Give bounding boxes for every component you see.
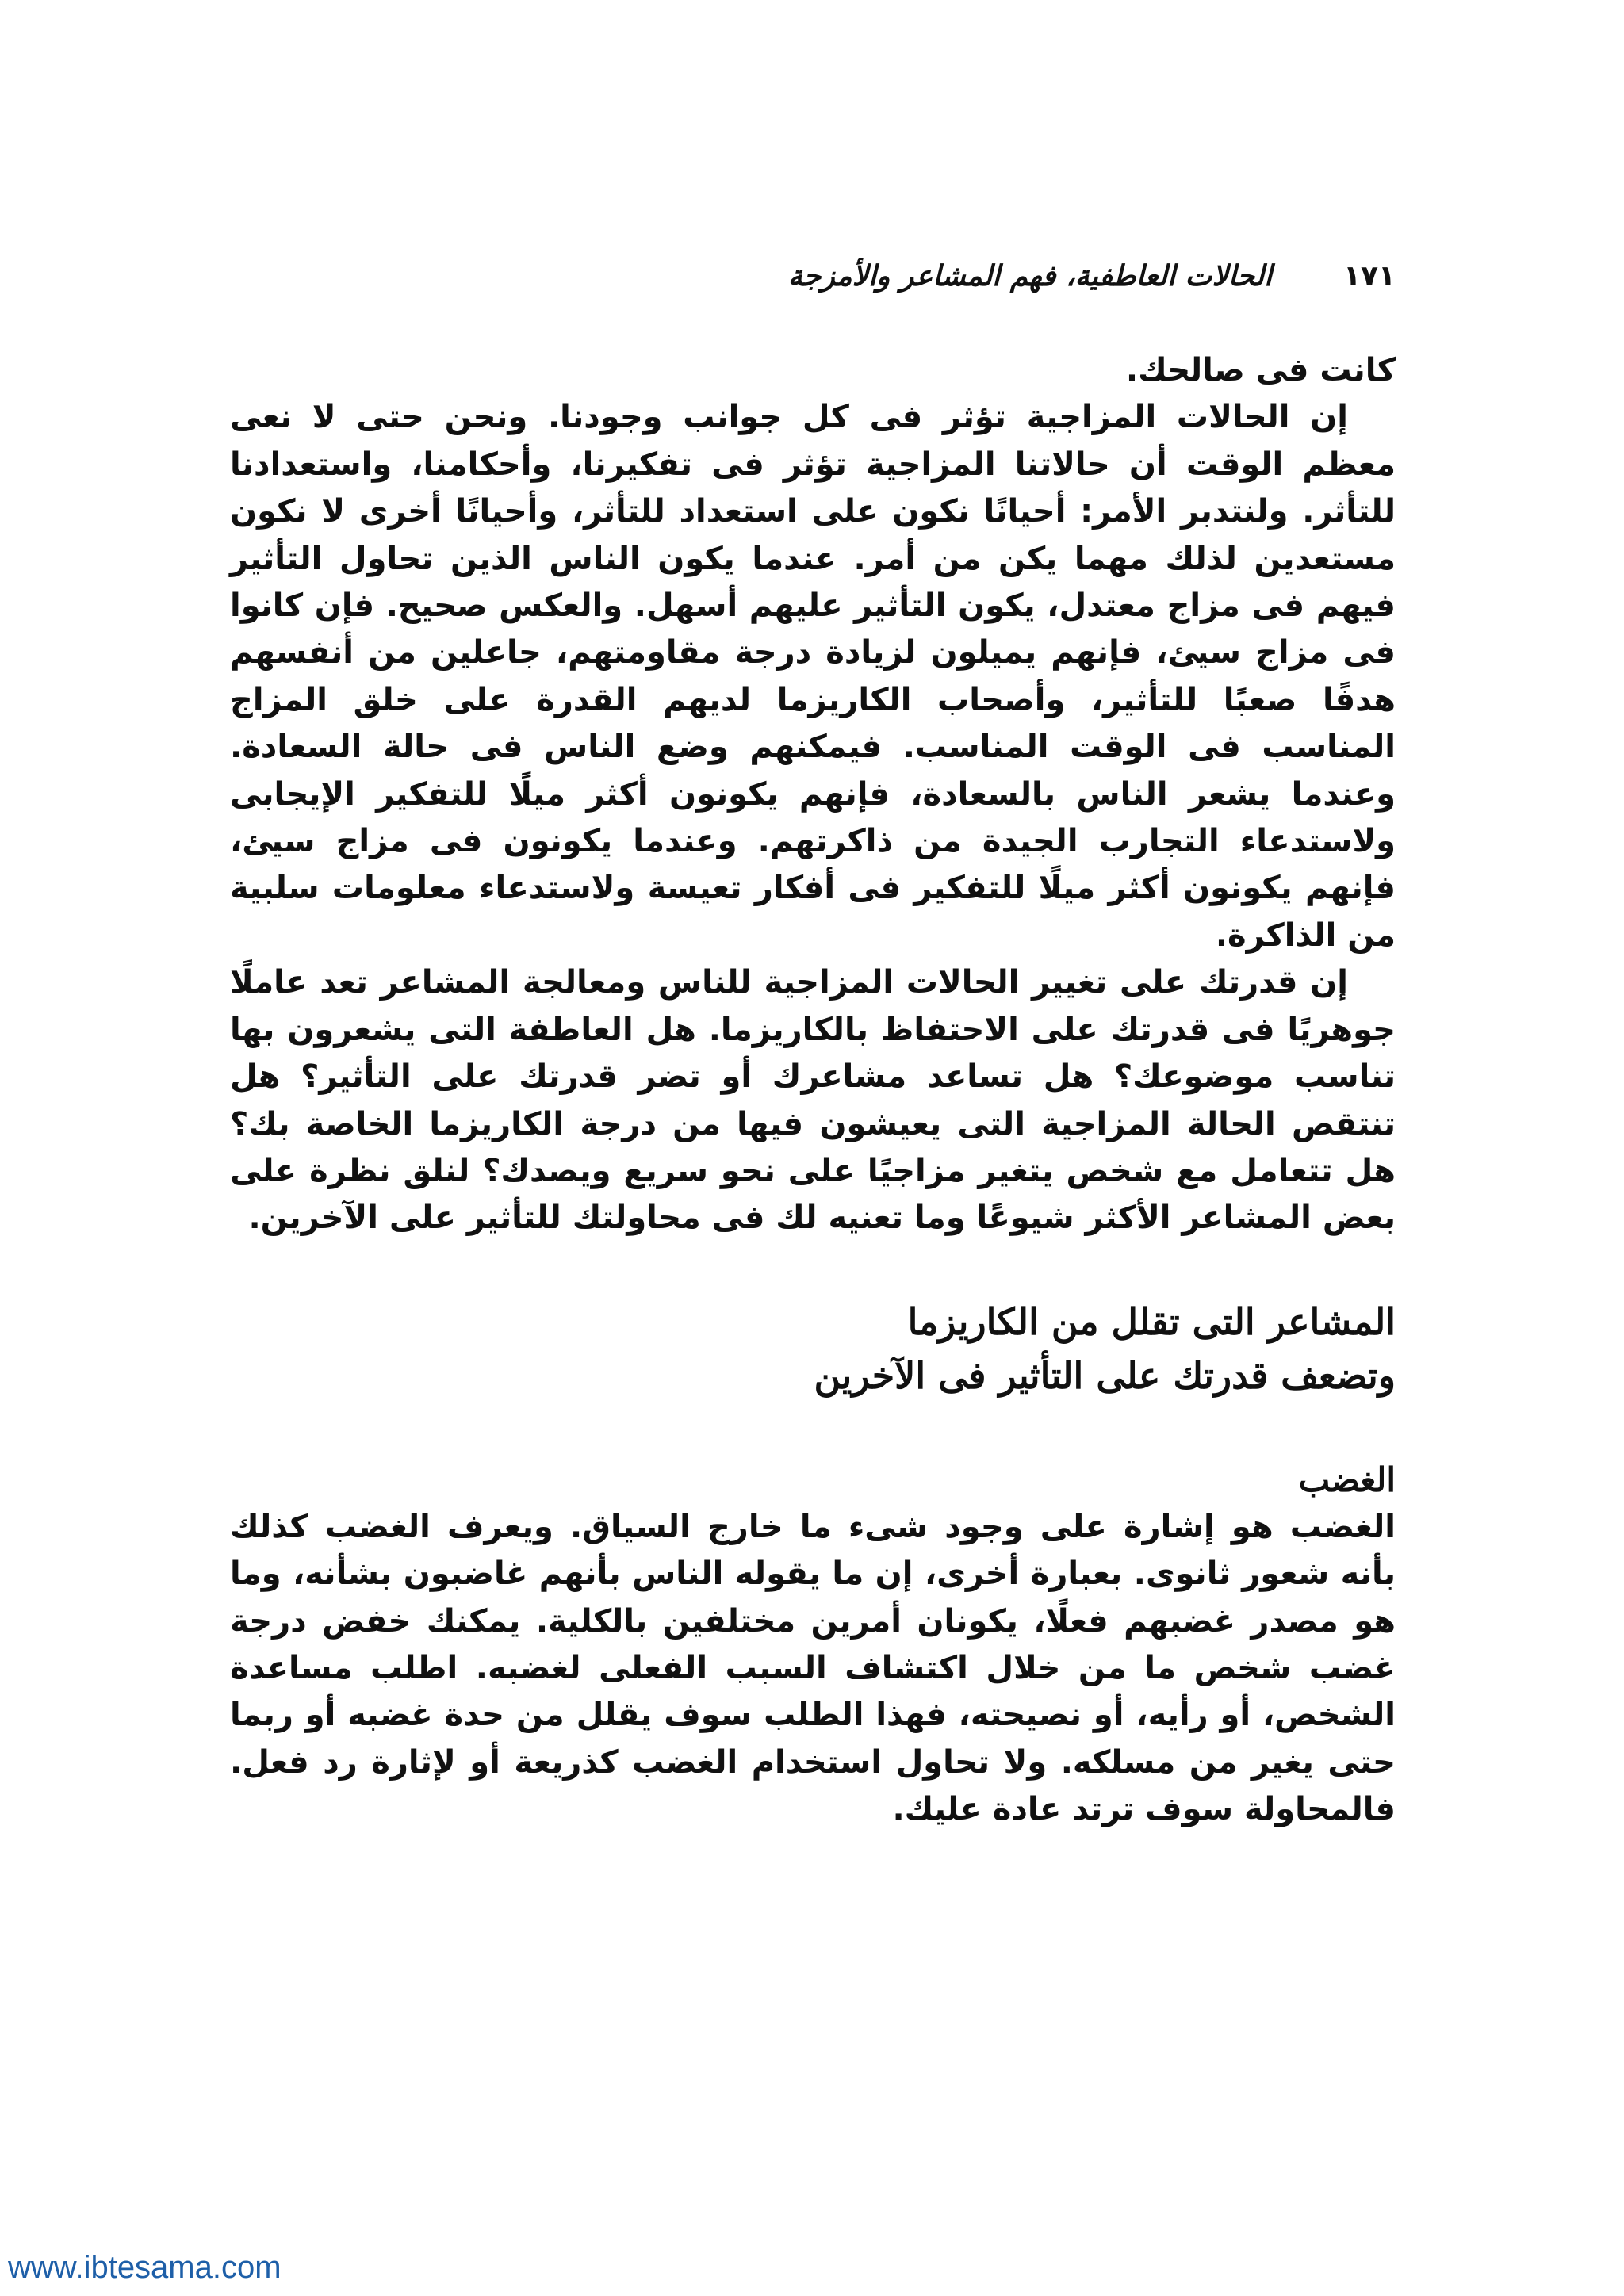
section-heading-line: وتضعف قدرتك على التأثير فى الآخرين: [814, 1353, 1396, 1397]
section-heading: [230, 1295, 1396, 1402]
page-body: [230, 347, 1396, 1834]
paragraph: إن قدرتك على تغيير الحالات المزاجية للناس ومعالجة المشاعر تعد عاملًا جوهريًا فى قدرتك على الاحتفاظ بالكاريزما. هل العاطفة التى يشعرون بها تناسب موضوعك؟ هل تساعد مشاعرك أو تضر قدرتك على التأثير؟ هل تنتقص الحالة المزاجية التى يعيشون فيها من درجة الكاريزما الخاصة بك؟ هل تتعامل مع شخص يتغير مزاجيًا على نحو سريع ويصدك؟ لنلق نظرة على بعض المشاعر الأكثر شيوعًا وما تعنيه لك فى محاولتك للتأثير على الآخرين.: [230, 964, 1396, 1237]
chapter-title: الحالات العاطفية، فهم المشاعر والأمزجة: [787, 259, 1273, 293]
running-header: [230, 252, 1396, 300]
section-heading-line: المشاعر التى تقلل من الكاريزما: [907, 1299, 1396, 1343]
paragraph: إن الحالات المزاجية تؤثر فى كل جوانب وجودنا. ونحن حتى لا نعى معظم الوقت أن حالاتنا المزاجية تؤثر فى تفكيرنا، وأحكامنا، واستعدادنا للتأثر. ولنتدبر الأمر: أحيانًا نكون على استعداد للتأثر، وأحيانًا أخرى لا نكون مستعدين لذلك مهما يكن من أمر. عندما يكون الناس الذين تحاول التأثير فيهم فى مزاج معتدل، يكون التأثير عليهم أسهل. والعكس صحيح. فإن كانوا فى مزاج سيئ، فإنهم يميلون لزيادة درجة مقاومتهم، جاعلين من أنفسهم هدفًا صعبًا للتأثير، وأصحاب الكاريزما لديهم القدرة على خلق المزاج المناسب فى الوقت المناسب. فيمكنهم وضع الناس فى حالة السعادة. وعندما يشعر الناس بالسعادة، فإنهم يكونون أكثر ميلًا للتفكير الإيجابى ولاستدعاء التجارب الجيدة من ذاكرتهم. وعندما يكونون فى مزاج سيئ، فإنهم يكونون أكثر ميلًا للتفكير فى أفكار تعيسة ولاستدعاء معلومات سلبية من الذاكرة.: [230, 399, 1396, 954]
page-number: ١٧١: [1343, 259, 1396, 293]
watermark-link[interactable]: www.ibtesama.com: [8, 2250, 282, 2285]
paragraph: الغضب هو إشارة على وجود شىء ما خارج السياق. ويعرف الغضب كذلك بأنه شعور ثانوى. بعبارة أخرى، إن ما يقوله الناس بأنهم غاضبون بشأنه، وما هو مصدر غضبهم فعلًا، يكونان أمرين مختلفين بالكلية. يمكنك خفض درجة غضب شخص ما من خلال اكتشاف السبب الفعلى لغضبه. اطلب مساعدة الشخص، أو رأيه، أو نصيحته، فهذا الطلب سوف يقلل من حدة غضبه أو ربما حتى يغير من مسلكه. ولا تحاول استخدام الغضب كذريعة أو لإثارة رد فعل. فالمحاولة سوف ترتد عادة عليك.: [230, 1508, 1396, 1828]
paragraph-continuation: كانت فى صالحك.: [1125, 352, 1396, 388]
subheading: الغضب: [1298, 1460, 1396, 1499]
